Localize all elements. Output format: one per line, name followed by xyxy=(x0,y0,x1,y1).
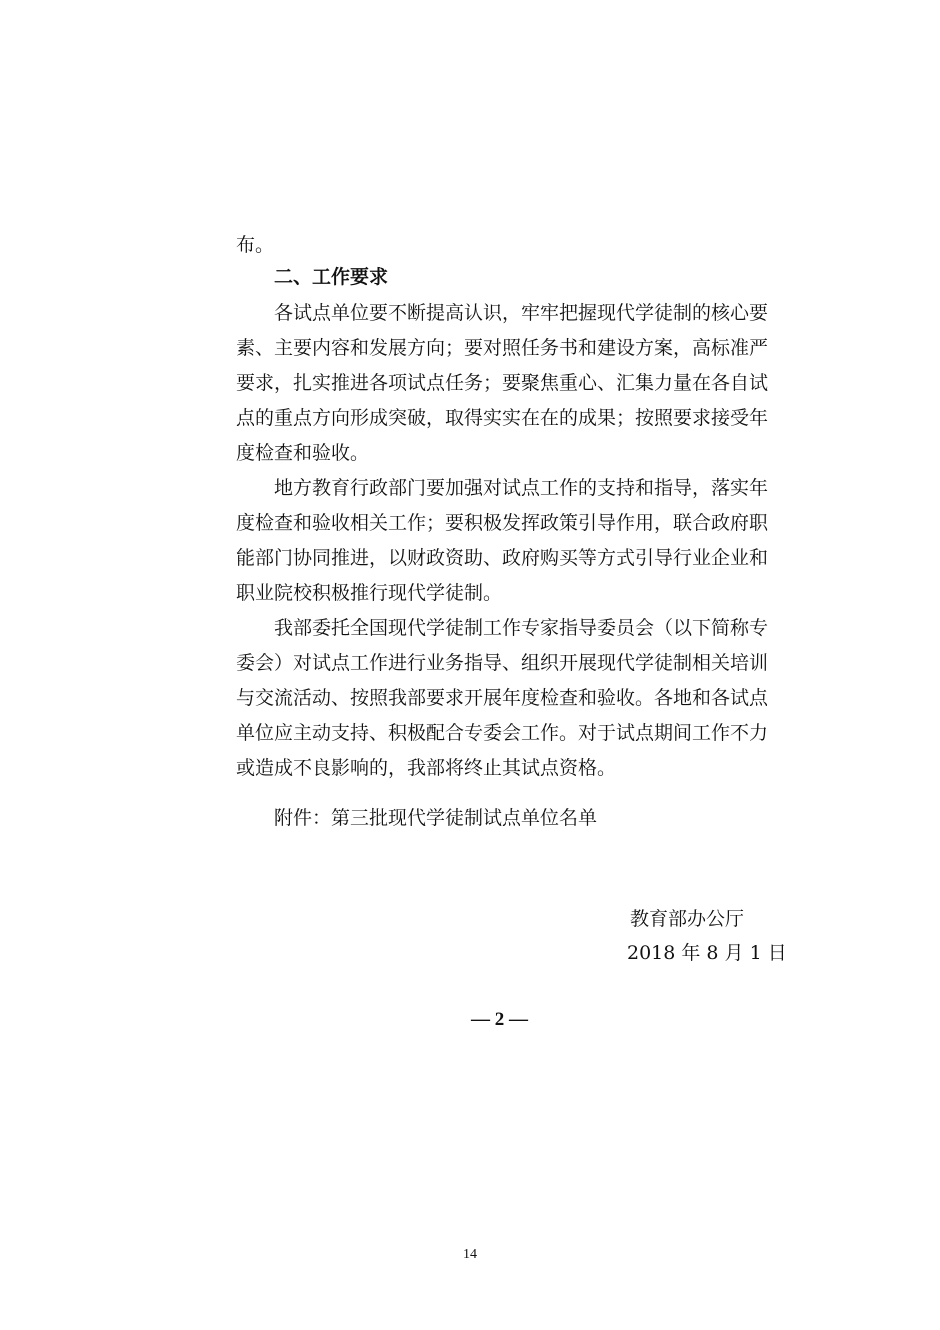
attachment-note: 附件：第三批现代学徒制试点单位名单 xyxy=(274,807,598,829)
paragraph-line: 地方教育行政部门要加强对试点工作的支持和指导，落实年 xyxy=(274,477,769,499)
paragraph-line: 素、主要内容和发展方向；要对照任务书和建设方案，高标准严 xyxy=(236,337,769,359)
paragraph-line: 或造成不良影响的，我部将终止其试点资格。 xyxy=(236,757,617,779)
footer-page-number: 14 xyxy=(463,1247,477,1262)
page-marker: — 2 — xyxy=(471,1009,528,1030)
paragraph-line: 各试点单位要不断提高认识，牢牢把握现代学徒制的核心要 xyxy=(274,302,769,324)
paragraph-line: 度检查和验收。 xyxy=(236,442,370,464)
paragraph-line: 职业院校积极推行现代学徒制。 xyxy=(236,582,503,604)
paragraph-line: 度检查和验收相关工作；要积极发挥政策引导作用，联合政府职 xyxy=(236,512,769,534)
issue-date: 2018 年 8 月 1 日 xyxy=(627,942,787,964)
continuation-text: 布。 xyxy=(236,234,275,256)
section-heading: 二、工作要求 xyxy=(274,266,389,288)
issuer-name: 教育部办公厅 xyxy=(630,908,745,930)
paragraph-line: 能部门协同推进，以财政资助、政府购买等方式引导行业企业和 xyxy=(236,547,769,569)
paragraph-line: 要求，扎实推进各项试点任务；要聚焦重心、汇集力量在各自试 xyxy=(236,372,769,394)
paragraph-line: 与交流活动、按照我部要求开展年度检查和验收。各地和各试点 xyxy=(236,687,769,709)
paragraph-line: 单位应主动支持、积极配合专委会工作。对于试点期间工作不力 xyxy=(236,722,769,744)
paragraph-line: 我部委托全国现代学徒制工作专家指导委员会（以下简称专 xyxy=(274,617,769,639)
paragraph-line: 点的重点方向形成突破，取得实实在在的成果；按照要求接受年 xyxy=(236,407,769,429)
paragraph-line: 委会）对试点工作进行业务指导、组织开展现代学徒制相关培训 xyxy=(236,652,769,674)
